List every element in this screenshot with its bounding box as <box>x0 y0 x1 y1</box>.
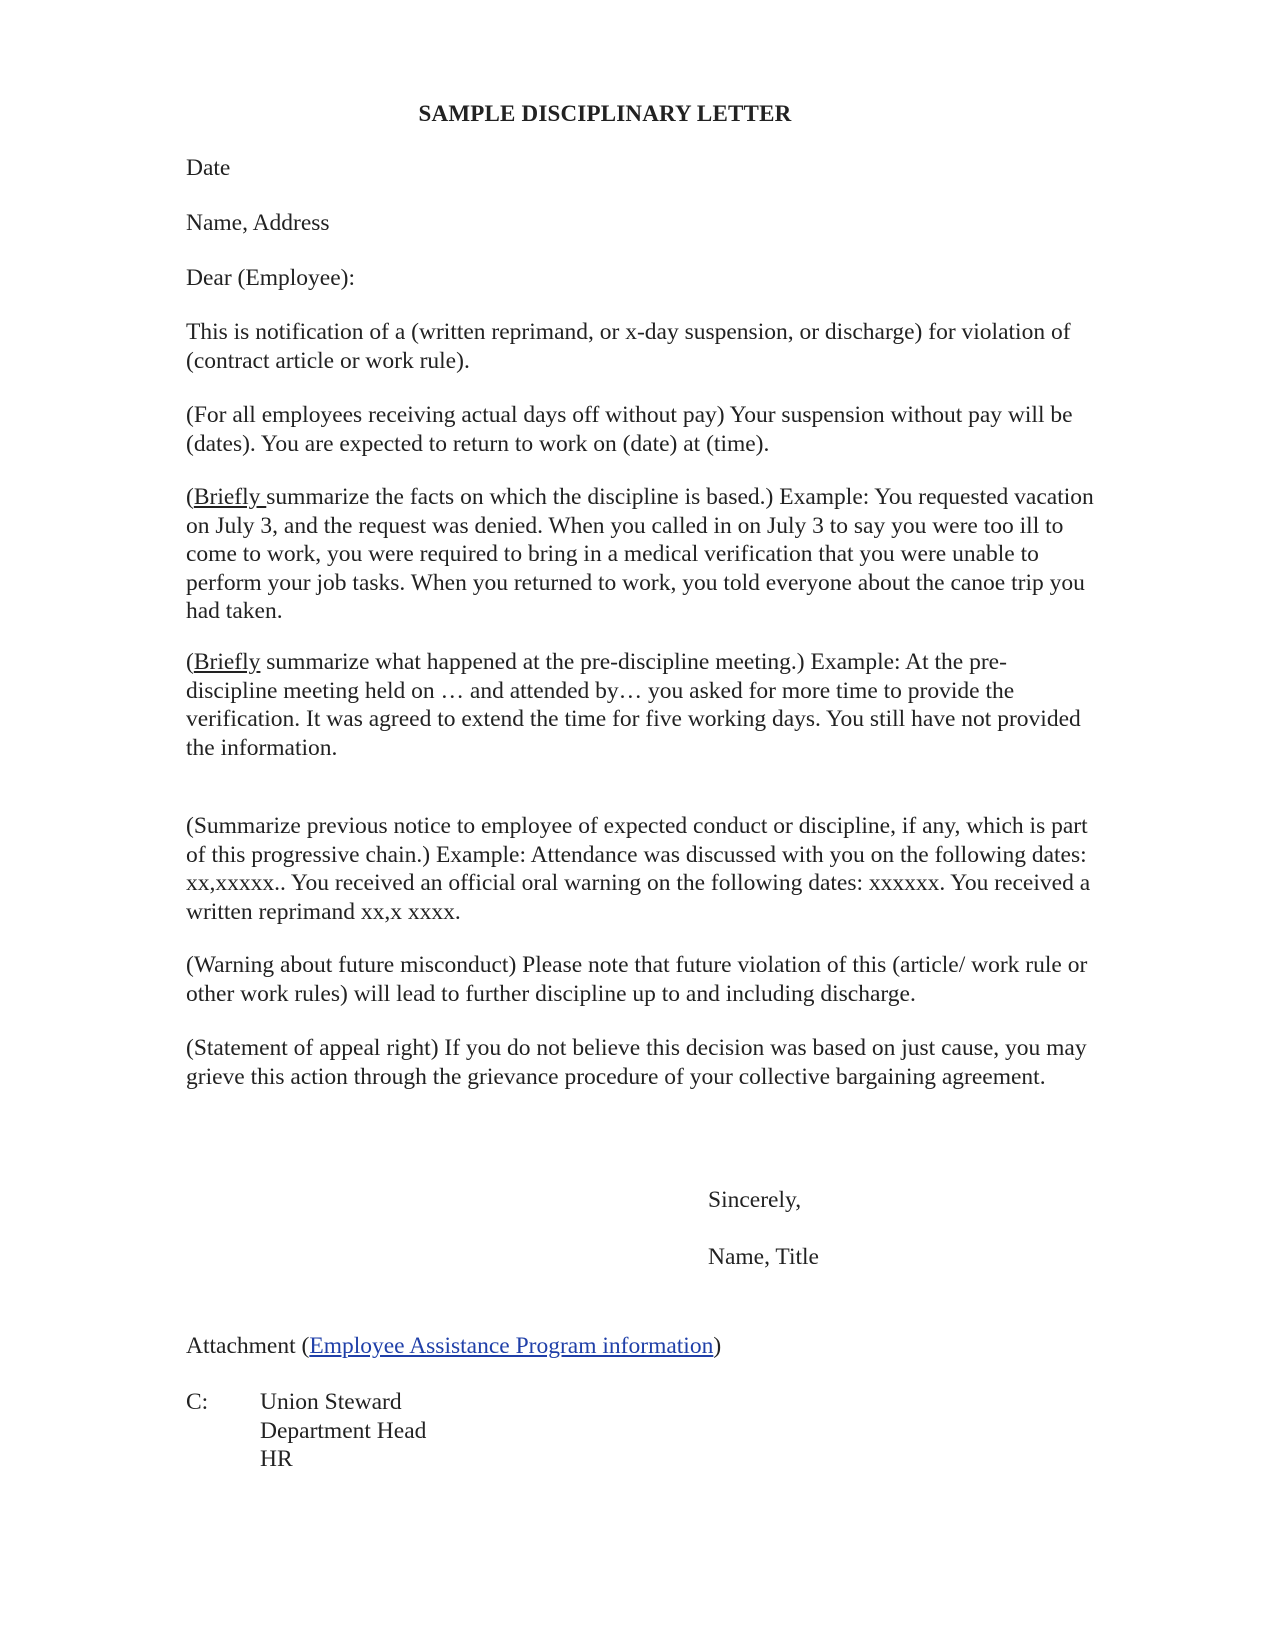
attachment-label: Attachment ( <box>186 1333 310 1359</box>
cc-recipient: Department Head <box>260 1417 427 1444</box>
cc-recipient-list <box>260 1388 426 1474</box>
briefly-underlined: Briefly <box>193 484 267 510</box>
salutation: Dear (Employee): <box>186 265 355 291</box>
attachment-line <box>186 1332 1096 1361</box>
closing: Sincerely, <box>708 1187 802 1213</box>
paragraph-meeting <box>186 648 1096 762</box>
paragraph-suspension: (For all employees receiving actual days off without pay) Your suspension without pay will be (dates). You are expected to return to work on (date) at (time). <box>186 402 1073 457</box>
letter-title: SAMPLE DISCIPLINARY LETTER <box>418 101 792 126</box>
eap-info-link[interactable]: Employee Assistance Program information <box>309 1333 714 1359</box>
paragraph-meeting-text: summarize what happened at the pre-discipline meeting.) Example: At the pre-discipline meeting held on … and attended by… you asked for more time to provide the verification. It was agreed to extend the time for five working days. You still have not provided the information. <box>186 649 1081 761</box>
date-line: Date <box>186 155 231 181</box>
attachment-close: ) <box>713 1333 722 1359</box>
paragraph-facts-open: ( <box>186 484 194 510</box>
name-address-line: Name, Address <box>186 210 330 236</box>
paragraph-appeal-right: (Statement of appeal right) If you do not believe this decision was based on just cause, you may grieve this action through the grievance procedure of your collective bargaining agreement. <box>186 1035 1087 1090</box>
cc-recipient: HR <box>260 1446 293 1472</box>
paragraph-previous-notice: (Summarize previous notice to employee of expected conduct or discipline, if any, which is part of this progressive chain.) Example: Attendance was discussed with you on the following dates: xx,xxxxx.. You received an official oral warning on the following dates: xxxxxx. You received a written reprimand xx,x xxxx. <box>186 813 1091 925</box>
paragraph-notification: This is notification of a (written reprimand, or x-day suspension, or discharge) for violation of (contract article or work rule). <box>186 319 1071 374</box>
paragraph-facts <box>186 483 1096 626</box>
signature-name-title: Name, Title <box>708 1244 819 1270</box>
paragraph-facts-text: summarize the facts on which the discipline is based.) Example: You requested vacation on July 3, and the request was denied. When you called in on July 3 to say you were too ill to come to work, you were required to bring in a medical verification that you were unable to perform your job tasks. When you returned to work, you told everyone about the canoe trip you had taken. <box>186 484 1094 624</box>
paragraph-warning: (Warning about future misconduct) Please note that future violation of this (article/ work rule or other work rules) will lead to further discipline up to and including discharge. <box>186 952 1088 1007</box>
briefly-underlined: Briefly <box>193 649 261 675</box>
cc-label: C: <box>186 1389 209 1415</box>
cc-recipient: Union Steward <box>260 1389 402 1415</box>
paragraph-meeting-open: ( <box>186 649 194 675</box>
